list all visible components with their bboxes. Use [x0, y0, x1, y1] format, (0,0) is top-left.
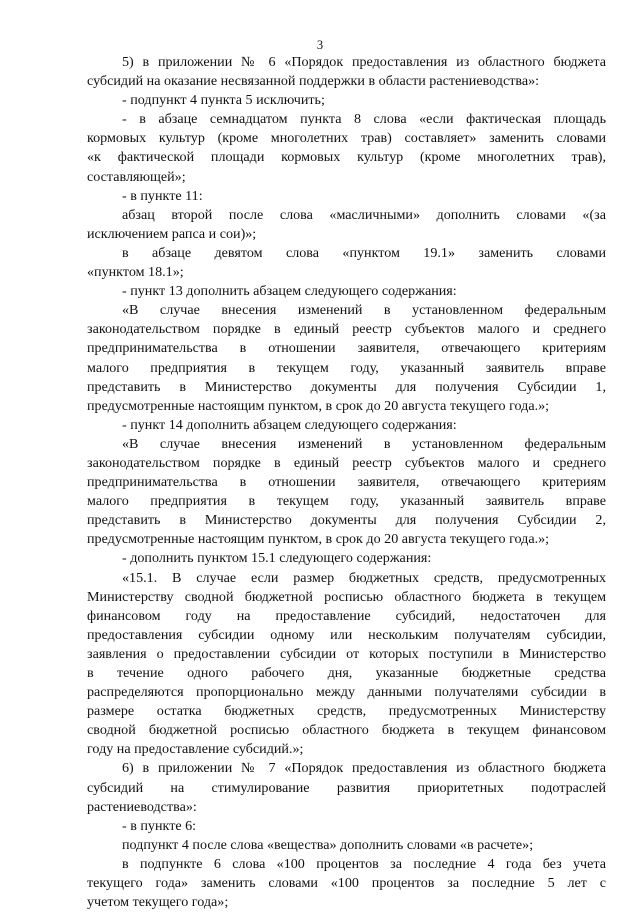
text-line: предусмотренные настоящим пунктом, в срок до 20 августа текущего года.»;: [87, 531, 550, 548]
text-line: представить в Министерство документы для получения Субсидии 1,: [87, 378, 606, 395]
text-line: «15.1. В случае если размер бюджетных средств, предусмотренных: [122, 569, 606, 586]
text-line: финансовом году на предоставление субсидий, недостаточен для: [87, 607, 606, 624]
text-line: распределяются пропорционально между данными получателями субсидии в: [87, 684, 606, 701]
text-line: растениеводства»:: [87, 798, 197, 815]
text-line: составляющей»;: [87, 168, 186, 185]
text-line: «пунктом 18.1»;: [87, 264, 184, 281]
text-line: подпункт 4 после слова «вещества» дополнить словами «в расчете»;: [122, 836, 534, 853]
text-line: 5) в приложении № 6 «Порядок предоставления из областного бюджета: [122, 54, 606, 70]
text-line: предусмотренные настоящим пунктом, в срок до 20 августа текущего года.»;: [87, 397, 550, 414]
text-line: предпринимательства в отношении заявителя, отвечающего критериям: [87, 340, 606, 357]
text-line: кормовых культур (кроме многолетних трав) составляет» заменить словами: [87, 130, 606, 147]
text-line: исключением рапса и сои)»;: [87, 225, 257, 242]
text-line: - в пункте 11:: [122, 187, 203, 204]
text-line: законодательством порядке в единый реестр субъектов малого и среднего: [87, 454, 606, 471]
text-line: «В случае внесения изменений в установленном федеральным: [122, 302, 606, 319]
text-line: законодательством порядке в единый реестр субъектов малого и среднего: [87, 321, 606, 338]
text-line: представить в Министерство документы для получения Субсидии 2,: [87, 512, 606, 529]
text-line: - дополнить пунктом 15.1 следующего содержания:: [122, 550, 432, 567]
text-line: субсидий на стимулирование развития приоритетных подотраслей: [87, 779, 606, 796]
text-line: малого предприятия в текущем году, указанный заявитель вправе: [87, 359, 606, 376]
text-line: - пункт 14 дополнить абзацем следующего содержания:: [122, 416, 457, 433]
text-line: текущего года» заменить словами «100 процентов за последние 5 лет с: [87, 875, 606, 892]
text-line: Министерству сводной бюджетной росписью областного бюджета в текущем: [87, 588, 606, 605]
text-line: размере остатка бюджетных средств, предусмотренных Министерству: [87, 703, 606, 720]
text-line: предоставления субсидии одному или нескольким получателям субсидии,: [87, 626, 606, 643]
text-line: - в пункте 6:: [122, 817, 197, 834]
text-line: в абзаце девятом слова «пунктом 19.1» заменить словами: [122, 244, 606, 261]
text-line: «к фактической площади кормовых культур (кроме многолетних трав),: [87, 149, 606, 166]
text-line: - пункт 13 дополнить абзацем следующего содержания:: [122, 283, 457, 300]
text-line: сводной бюджетной росписью областного бюджета в текущем финансовом: [87, 722, 606, 739]
text-line: субсидий на оказание несвязанной поддержки в области растениеводства»:: [87, 73, 540, 90]
text-line: абзац второй после слова «масличными» дополнить словами «(за: [122, 206, 606, 223]
text-line: учетом текущего года»;: [87, 894, 229, 911]
text-line: предпринимательства в отношении заявителя, отвечающего критериям: [87, 474, 606, 491]
text-line: году на предоставление субсидий.»;: [87, 741, 304, 758]
document-body: [87, 53, 606, 912]
text-line: 6) в приложении № 7 «Порядок предоставления из областного бюджета: [122, 760, 606, 777]
text-line: в подпункте 6 слова «100 процентов за последние 4 года без учета: [122, 855, 606, 872]
page-number: 3: [316, 38, 324, 52]
text-line: в течение одного рабочего дня, указанные бюджетные средства: [87, 665, 606, 681]
text-line: малого предприятия в текущем году, указанный заявитель вправе: [87, 493, 606, 510]
text-line: - в абзаце семнадцатом пункта 8 слова «если фактическая площадь: [122, 111, 606, 128]
text-line: - подпункт 4 пункта 5 исключить;: [122, 92, 325, 109]
text-line: «В случае внесения изменений в установленном федеральным: [122, 435, 606, 452]
text-line: заявления о предоставлении субсидии от которых поступили в Министерство: [87, 645, 606, 662]
